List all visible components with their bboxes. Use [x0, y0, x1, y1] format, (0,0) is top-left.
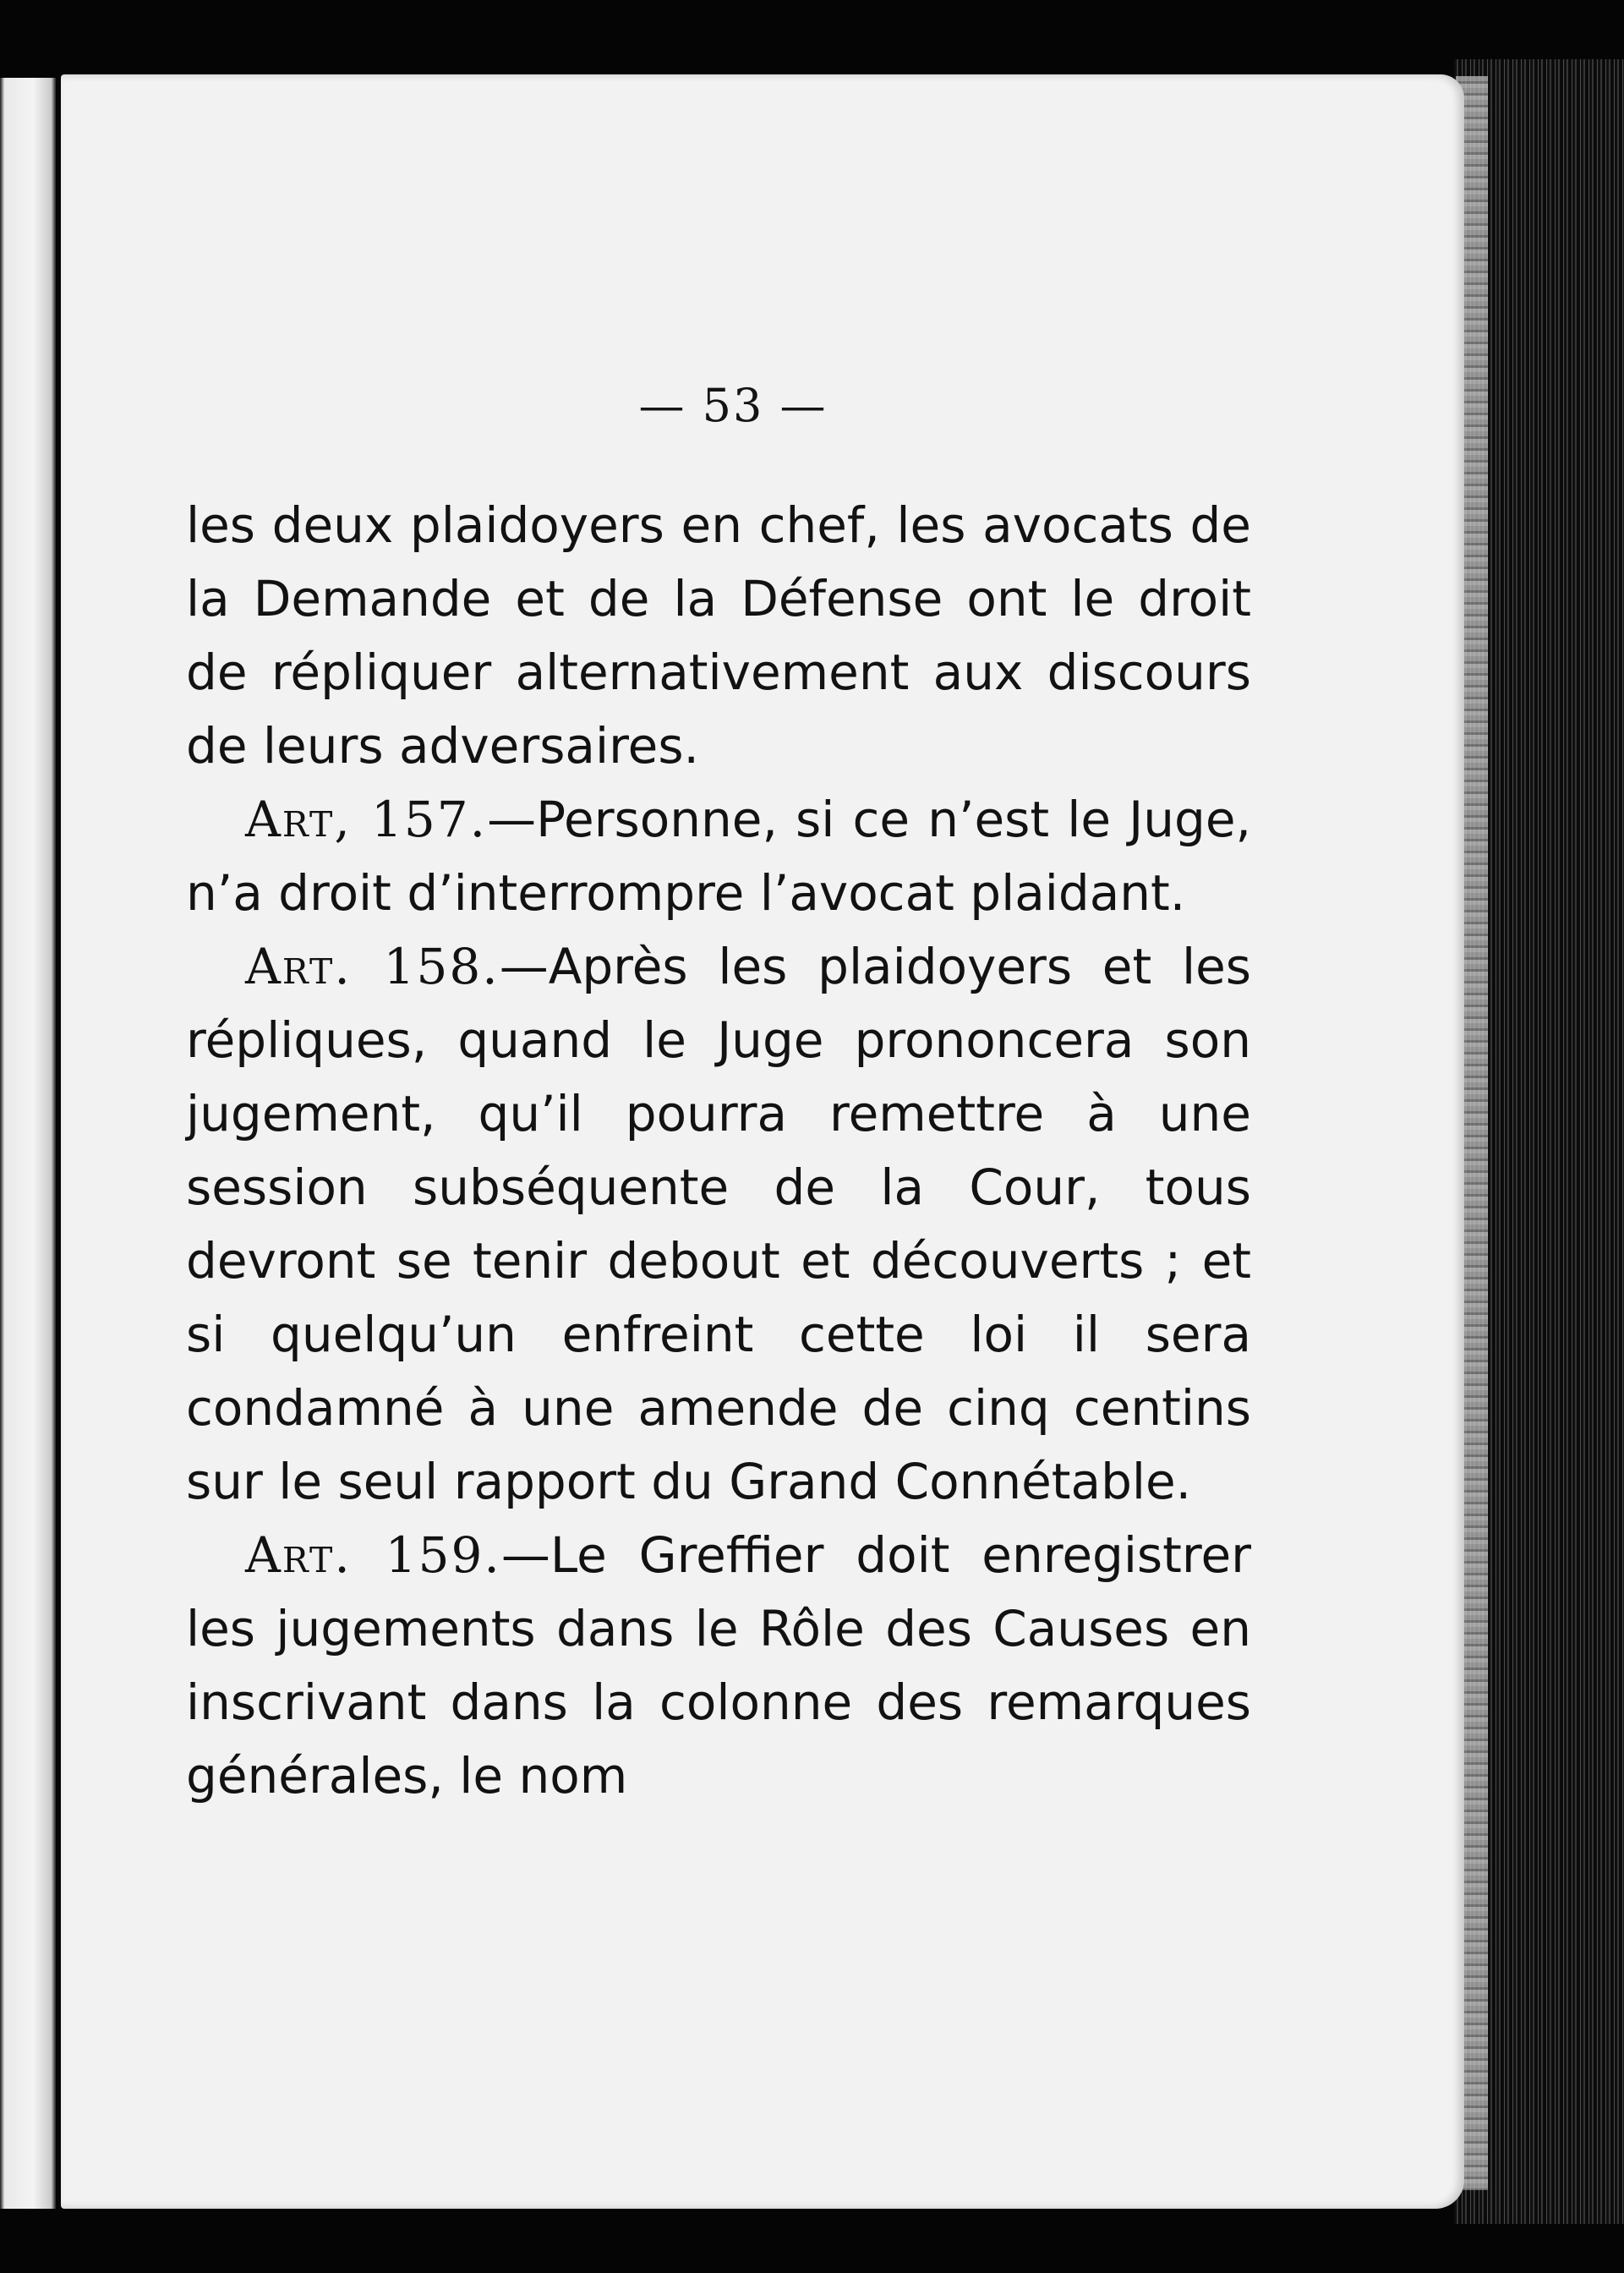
body-text: [186, 489, 1251, 1813]
article-text: —Personne, si ce n’est le Juge, n’a droit d’interrompre l’avocat plaidant.: [186, 791, 1251, 922]
article-text: —Le Greffier doit enregistrer les jugements dans le Rôle des Causes en inscrivant dans la colonne des remarques générales, le nom: [186, 1526, 1251, 1805]
article-157: [186, 783, 1251, 930]
paragraph-text: les deux plaidoyers en chef, les avocats de la Demande et de la Défense ont le droit de répliquer alternativement aux discours de leurs adversaires.: [186, 496, 1251, 775]
page-number: — 53 —: [638, 379, 828, 432]
article-158: [186, 930, 1251, 1519]
article-label: Art. 158.: [245, 938, 500, 995]
article-159: [186, 1519, 1251, 1813]
left-page-edge: [0, 78, 56, 2209]
page: [61, 74, 1464, 2209]
article-label: Art, 157.: [245, 791, 488, 848]
article-label: Art. 159.: [245, 1526, 501, 1584]
paragraph-continuation: [186, 489, 1251, 783]
article-text: —Après les plaidoyers et les répliques, quand le Juge prononcera son jugement, qu’il pourra remettre à une session subséquente de la Cour, tous devront se tenir debout et découverts ; et si quelqu’un enfreint cette loi il sera condamné à une amende de cinq centins sur le seul rapport du Grand Connétable.: [186, 938, 1251, 1510]
